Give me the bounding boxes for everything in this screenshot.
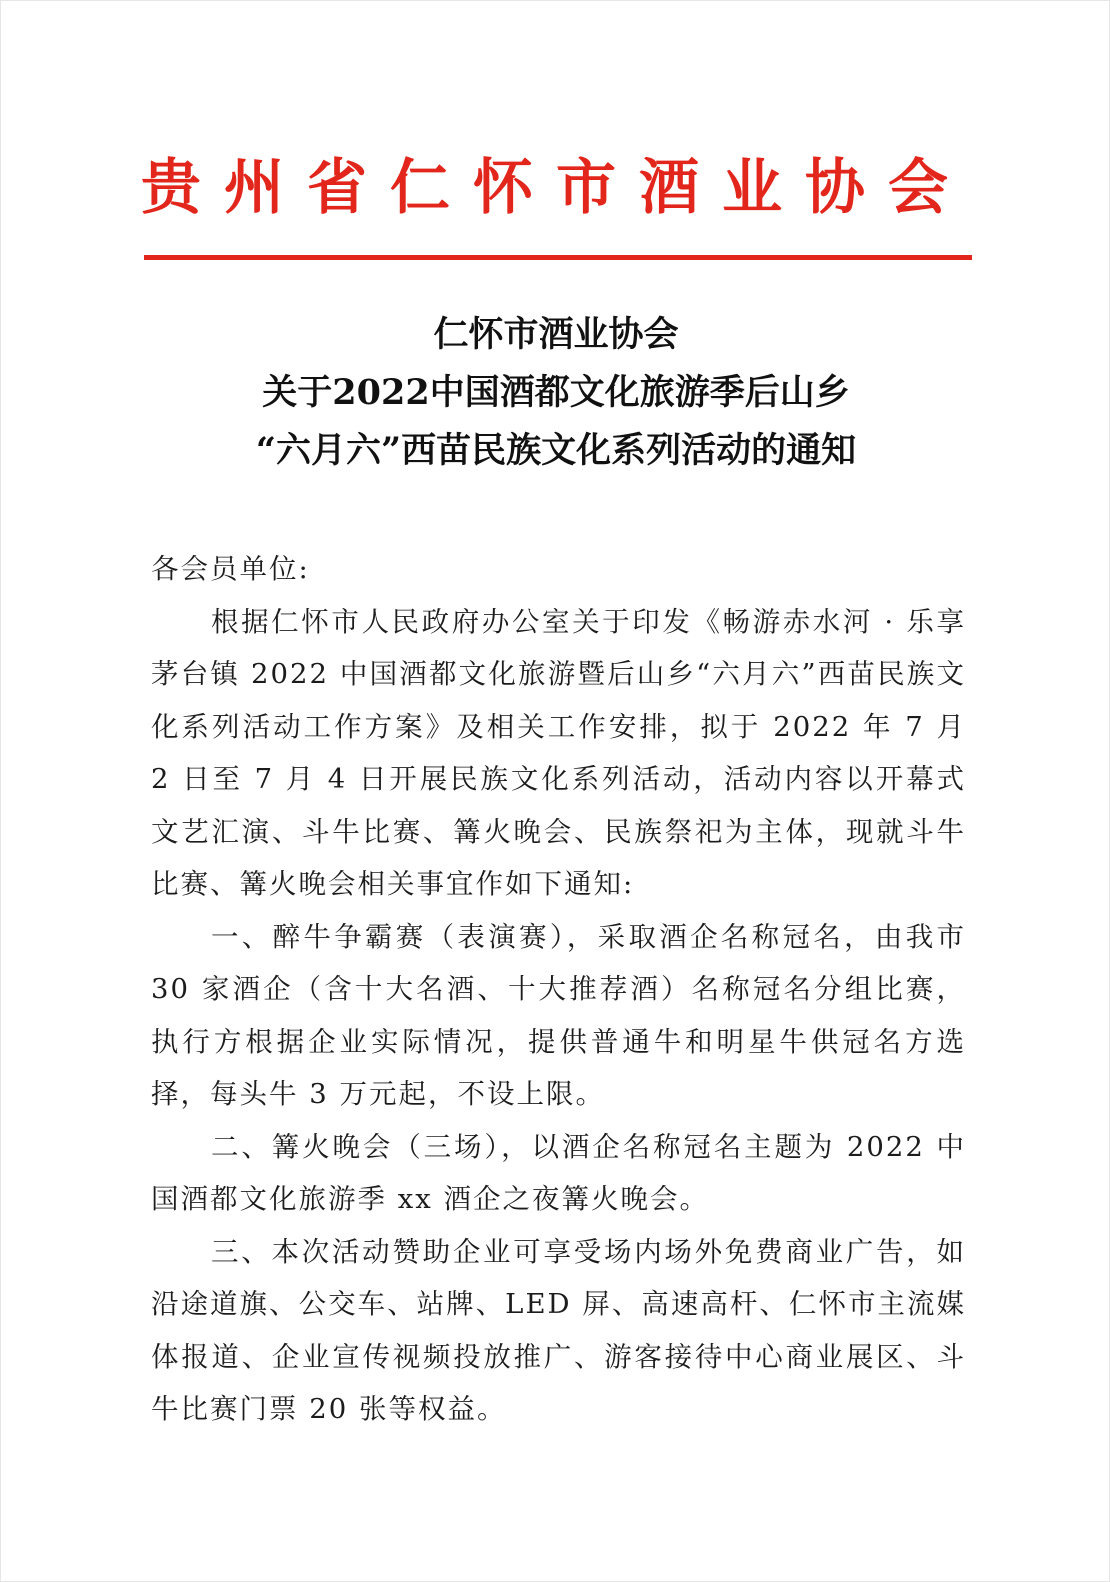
item-1-paragraph: 一、醉牛争霸赛（表演赛），采取酒企名称冠名，由我市 30 家酒企（含十大名酒、十大推荐酒）名称冠名分组比赛，执行方根据企业实际情况，提供普通牛和明星牛供冠名方选择，每头牛 3 万元起，不设上限。	[151, 920, 966, 1110]
letterhead-red-rule	[144, 255, 972, 260]
letterhead-org-name: 贵州省仁怀市酒业协会	[141, 153, 971, 223]
title-line-1: 仁怀市酒业协会	[433, 314, 679, 355]
item-2-paragraph: 二、篝火晚会（三场），以酒企名称冠名主题为 2022 中国酒都文化旅游季 xx 酒企之夜篝火晚会。	[151, 1130, 966, 1215]
item-3-paragraph: 三、本次活动赞助企业可享受场内场外免费商业广告，如沿途道旗、公交车、站牌、LED 屏、高速高杆、仁怀市主流媒体报道、企业宣传视频投放推广、游客接待中心商业展区、斗牛比赛门票 20 张等权益。	[151, 1235, 966, 1425]
notice-body	[151, 543, 966, 1436]
title-line-3: “六月六”西苗民族文化系列活动的通知	[255, 430, 857, 471]
intro-paragraph: 根据仁怀市人民政府办公室关于印发《畅游赤水河 · 乐享茅台镇 2022 中国酒都文化旅游暨后山乡“六月六”西苗民族文化系列活动工作方案》及相关工作安排，拟于 2022 年 7 月 2 日至 7 月 4 日开展民族文化系列活动，活动内容以开幕式文艺汇演、斗牛比赛、篝火晚会、民族祭祀为主体，现就斗牛比赛、篝火晚会相关事宜作如下通知:	[151, 605, 966, 900]
title-line-2: 关于2022中国酒都文化旅游季后山乡	[262, 372, 850, 413]
notice-title	[151, 306, 961, 480]
salutation: 各会员单位:	[151, 553, 310, 585]
